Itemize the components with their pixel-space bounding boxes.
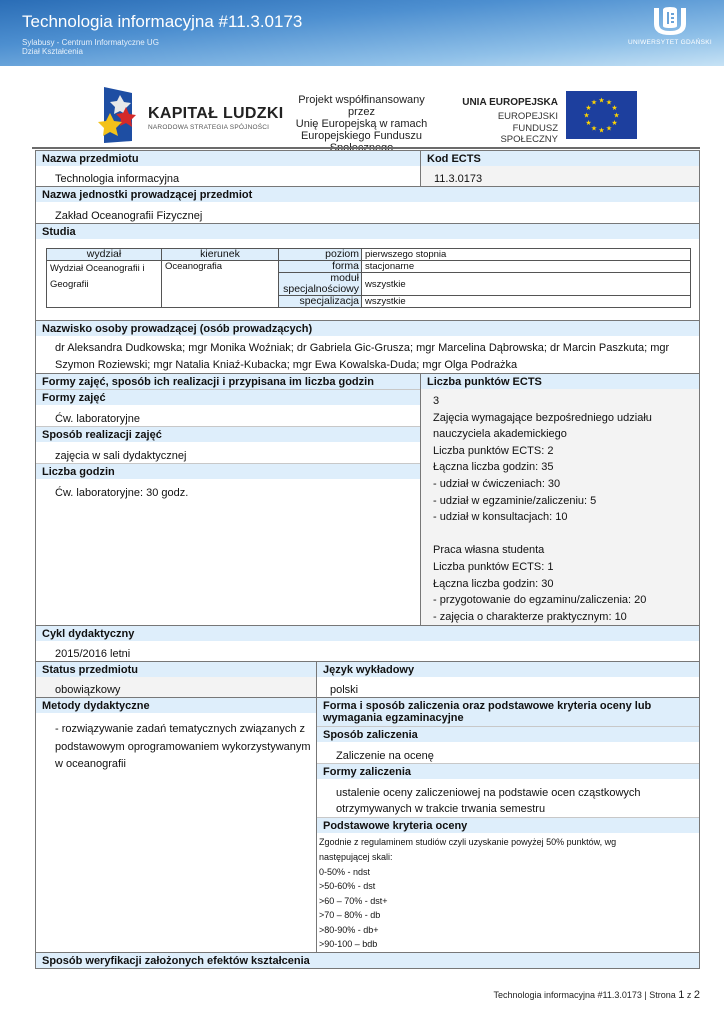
- university-logo: [628, 6, 712, 52]
- kapital-ludzki-text: [148, 105, 283, 131]
- kapital-ludzki-logo-icon: [98, 85, 136, 145]
- ects-line: Łączna liczba godzin: 35: [433, 461, 554, 474]
- ects-line: Praca własna studenta: [433, 544, 545, 557]
- methods-assessment-row: [36, 697, 699, 952]
- project-text-line: Europejskiego Funduszu: [300, 130, 423, 142]
- project-text-line: Projekt współfinansowany przez: [298, 94, 425, 118]
- ects-line: nauczyciela akademickiego: [433, 428, 567, 441]
- eu-star-icon: ★: [583, 112, 590, 120]
- ects-breakdown: [421, 389, 699, 625]
- eu-star-icon: ★: [585, 105, 592, 112]
- cycle-value: 2015/2016 letni: [55, 648, 131, 661]
- cycle-label: Cykl dydaktyczny: [36, 625, 699, 641]
- funding-logos: [98, 85, 643, 145]
- modul-value: wszystkie: [362, 273, 691, 296]
- unit-value: Zakład Oceanografii Fizycznej: [55, 210, 203, 222]
- hours-label: Liczba godzin: [36, 463, 420, 479]
- eu-star-icon: ★: [613, 112, 620, 120]
- specjalizacja-label: specjalizacja: [279, 296, 362, 308]
- footer-text: Technologia informacyjna #11.3.0173 | Strona: [493, 990, 679, 1000]
- criteria-list: [317, 833, 699, 952]
- kapital-ludzki-subtitle: NARODOWA STRATEGIA SPÓJNOŚCI: [148, 124, 270, 131]
- wydzial-value: Wydział Oceanografii i Geografii: [47, 261, 162, 308]
- forms-ects-row: [36, 373, 699, 625]
- project-text-line: Unię Europejską w ramach: [295, 118, 428, 130]
- project-cofinancing-text: [284, 94, 439, 154]
- ects-label: Liczba punktów ECTS: [421, 373, 699, 389]
- eu-title: UNIA EUROPEJSKA: [462, 97, 558, 108]
- eu-star-icon: ★: [590, 125, 598, 133]
- banner-subtitle: [22, 38, 159, 56]
- eu-star-icon: ★: [611, 105, 618, 112]
- footer-total: 2: [693, 989, 700, 1001]
- criteria-line: >70 – 80% - db: [319, 910, 381, 921]
- eu-line2: EUROPEJSKI: [497, 111, 558, 122]
- criteria-line: Zgodnie z regulaminem studiów czyli uzyskanie powyżej 50% punktów, wg: [319, 837, 617, 848]
- ects-line: [433, 526, 699, 543]
- eu-star-icon: ★: [611, 120, 618, 127]
- forms-label: Formy zajęć: [36, 389, 420, 405]
- assessment-type-label: Sposób zaliczenia: [317, 726, 699, 742]
- teachers-line: dr Aleksandra Dudkowska; mgr Monika Woźniak; dr Gabriela Gic-Grusza; mgr Marcelina Dąbrowska; dr Marcin Paszkuta; mgr: [55, 342, 670, 354]
- ects-line: Liczba punktów ECTS: 2: [433, 444, 554, 457]
- ects-line: - udział w konsultacjach: 10: [433, 511, 568, 524]
- methods-line: - rozwiązywanie zadań tematycznych związanych z: [55, 723, 306, 736]
- forms-value: Ćw. laboratoryjne: [55, 413, 140, 425]
- method-value: zajęcia w sali dydaktycznej: [55, 450, 187, 462]
- assessment-forms-line: otrzymywanych w trakcie trwania semestru: [336, 803, 546, 816]
- forma-value: stacjonarne: [362, 261, 691, 273]
- banner-subtitle-line1: Sylabusy - Centrum Informatyczne UG: [22, 38, 159, 47]
- assessment-forms-value: [317, 779, 699, 817]
- method-label: Sposób realizacji zajęć: [36, 426, 420, 442]
- ects-line: Łączna liczba godzin: 30: [433, 577, 554, 590]
- modul-label-line1: moduł: [330, 272, 359, 284]
- methods-label: Metody dydaktyczne: [36, 697, 316, 713]
- ug-logo-icon: [652, 6, 688, 36]
- specjalizacja-value: wszystkie: [362, 296, 691, 308]
- ects-line: - udział w egzaminie/zaliczeniu: 5: [433, 494, 597, 507]
- page-footer: [493, 989, 700, 1001]
- hours-value: Ćw. laboratoryjne: 30 godz.: [55, 487, 189, 499]
- eu-star-icon: ★: [598, 97, 605, 105]
- assessment-forms-label: Formy zaliczenia: [317, 763, 699, 779]
- assessment-type-value: Zaliczenie na ocenę: [336, 750, 434, 763]
- studia-label: Studia: [36, 223, 699, 239]
- assessment-forms-line: ustalenie oceny zaliczeniowej na podstawie ocen cząstkowych: [336, 787, 641, 800]
- forms-section-label: Formy zajęć, sposób ich realizacji i przypisana im liczba godzin: [36, 373, 420, 389]
- ects-line: Zajęcia wymagające bezpośredniego udziału: [433, 411, 652, 424]
- criteria-label: Podstawowe kryteria oceny: [317, 817, 699, 833]
- eu-star-icon: ★: [598, 127, 605, 135]
- poziom-label: poziom: [279, 249, 362, 261]
- kierunek-value: Oceanografia: [162, 261, 279, 308]
- ects-line: - zajęcia o charakterze praktycznym: 10: [433, 610, 627, 623]
- criteria-line: >80-90% - db+: [319, 924, 379, 935]
- status-value: obowiązkowy: [55, 684, 121, 697]
- ects-line: 3: [433, 395, 440, 407]
- verification-label: Sposób weryfikacji założonych efektów kształcenia: [36, 952, 699, 968]
- footer-page: 1: [678, 989, 685, 1001]
- eu-fund-text: [456, 97, 558, 145]
- col-wydzial: wydział: [47, 249, 162, 261]
- forma-label: forma: [279, 261, 362, 273]
- ects-line: - udział w ćwiczeniach: 30: [433, 477, 561, 490]
- col-kierunek: kierunek: [162, 249, 279, 261]
- eu-star-icon: ★: [590, 99, 598, 107]
- teachers-label: Nazwisko osoby prowadzącej (osób prowadzących): [36, 320, 699, 336]
- eu-star-icon: ★: [585, 120, 592, 127]
- unit-label: Nazwa jednostki prowadzącej przedmiot: [36, 186, 699, 202]
- footer-of: z: [684, 990, 694, 1000]
- course-name-row: [36, 150, 699, 186]
- criteria-line: następującej skali:: [319, 851, 393, 862]
- teachers-line: Szymon Roziewski; mgr Natalia Kniaź-Kubacka; mgr Ewa Kowalska-Duda; mgr Olga Podrażka: [55, 359, 518, 371]
- logos-divider: [32, 147, 700, 149]
- eu-star-icon: ★: [605, 125, 613, 133]
- poziom-value: pierwszego stopnia: [362, 249, 691, 261]
- banner-title: Technologia informacyjna #11.3.0173: [22, 12, 303, 31]
- eu-line3: FUNDUSZ SPOŁECZNY: [500, 123, 558, 145]
- ects-line: - przygotowanie do egzaminu/zaliczenia: 20: [433, 594, 647, 607]
- ects-code-label: Kod ECTS: [421, 150, 699, 166]
- page-banner: [0, 0, 724, 66]
- eu-flag-icon: [566, 91, 637, 139]
- syllabus-table: [35, 150, 700, 969]
- language-value: polski: [330, 684, 359, 697]
- ects-line: Liczba punktów ECTS: 1: [433, 560, 554, 573]
- ects-code-value: 11.3.0173: [434, 173, 483, 185]
- criteria-line: 0-50% - ndst: [319, 866, 371, 877]
- criteria-line: >50-60% - dst: [319, 881, 376, 892]
- language-label: Język wykładowy: [317, 661, 699, 677]
- criteria-line: >90-100 – bdb: [319, 939, 378, 950]
- methods-line: w oceanografii: [55, 758, 126, 771]
- kapital-ludzki-title: KAPITAŁ LUDZKI: [148, 105, 284, 122]
- criteria-line: >60 – 70% - dst+: [319, 895, 388, 906]
- status-label: Status przedmiotu: [36, 661, 316, 677]
- status-language-row: [36, 661, 699, 697]
- course-name-label: Nazwa przedmiotu: [36, 150, 420, 166]
- studia-table: [46, 248, 691, 308]
- studia-section: [36, 239, 699, 320]
- modul-label: [279, 273, 362, 296]
- university-name: UNIWERSYTET GDAŃSKI: [628, 39, 712, 46]
- assessment-label: Forma i sposób zaliczenia oraz podstawowe kryteria oceny lub wymagania egzaminacyjne: [317, 697, 699, 726]
- banner-subtitle-line2: Dział Kształcenia: [22, 47, 83, 56]
- course-name-value: Technologia informacyjna: [55, 173, 180, 185]
- methods-line: podstawowym oprogramowaniem wykorzystywanym: [55, 740, 311, 753]
- eu-star-icon: ★: [605, 99, 613, 107]
- methods-list: [36, 713, 316, 774]
- modul-label-line2: specjalnościowy: [283, 283, 359, 295]
- teachers-value: [36, 336, 699, 373]
